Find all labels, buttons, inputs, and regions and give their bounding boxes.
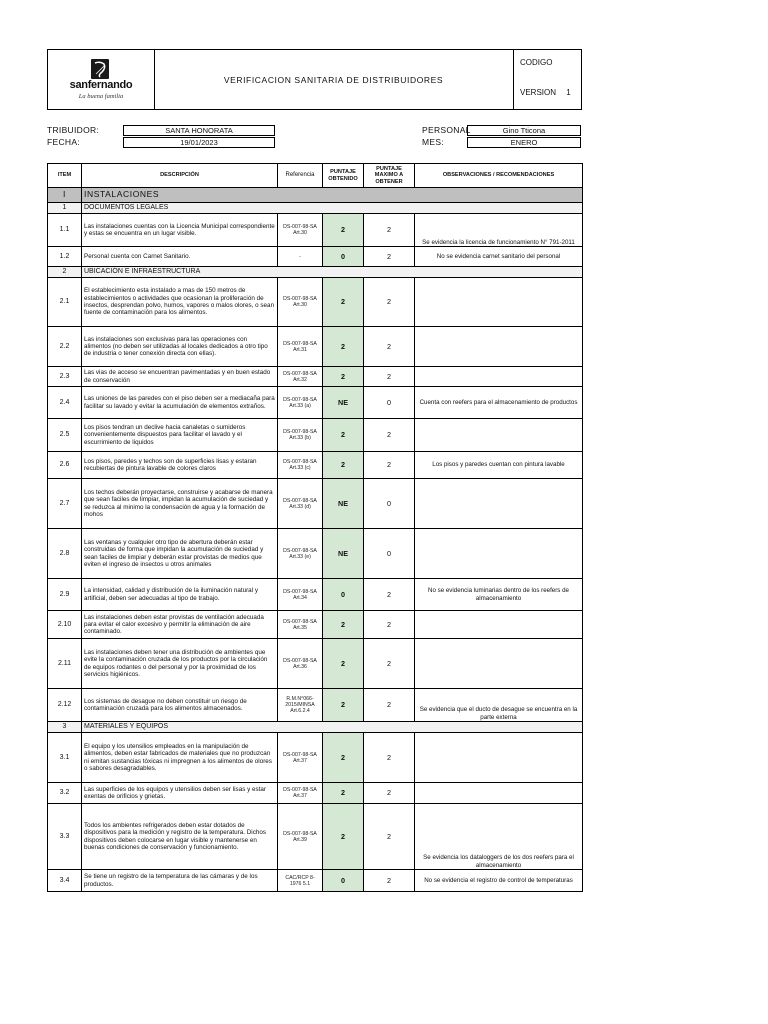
item-description: Las instalaciones cuentas con la Licencia Municipal correspondiente y estas se encuentra en un lugar visible.	[82, 214, 278, 247]
score-max: 0	[364, 387, 415, 419]
item-number: 3.4	[48, 870, 82, 892]
item-description: Las instalaciones deben estar provistas de ventilación adecuada para evitar el calor excesivo y permitir la eliminación de aire contaminado.	[82, 611, 278, 639]
item-observation[interactable]: Se evidencia que el ducto de desague se encuentra en la parte externa	[415, 689, 583, 722]
item-number: 3.1	[48, 733, 82, 783]
item-number: 2.8	[48, 529, 82, 579]
item-description: Todos los ambientes refrigerados deben estar dotados de dispositivos para la medición y registro de la temperatura. Dichos dispositivos deben colocarse en lugar visible y mantenerse en buenas condiciones de conservación y funcionamiento.	[82, 804, 278, 870]
section-row	[48, 188, 583, 203]
score-obtained[interactable]: NE	[323, 529, 364, 579]
item-observation[interactable]	[415, 367, 583, 387]
item-description: Los techos deberán proyectarse, construirse y acabarse de manera que sean faciles de limpiar, impidan la acumulación de suciedad y se reduzca al minimo la condensación de agua y la formación de mohos	[82, 479, 278, 529]
col-header-reference: Referencia	[278, 164, 323, 188]
score-obtained[interactable]: 2	[323, 804, 364, 870]
section-number: 1	[48, 203, 82, 214]
item-reference: DS-007-98-SA Art.39	[278, 804, 323, 870]
personal-label: PERSONAL	[422, 125, 471, 135]
fecha-field[interactable]: 19/01/2023	[123, 137, 275, 148]
version-field	[520, 88, 571, 97]
score-obtained[interactable]: 2	[323, 367, 364, 387]
score-obtained[interactable]: 0	[323, 579, 364, 611]
score-obtained[interactable]: 2	[323, 327, 364, 367]
item-observation[interactable]: Los pisos y paredes cuentan con pintura lavable	[415, 452, 583, 479]
distribuidor-label: TRIBUIDOR:	[47, 125, 100, 135]
item-description: Los pisos tendran un declive hacia canaletas o sumideros convenientemente dispuestos para facilitar el lavado y el escurrimiento de liquidos	[82, 419, 278, 452]
score-max: 2	[364, 639, 415, 689]
item-reference: DS-007-98-SA Art.35	[278, 611, 323, 639]
item-description: Las superficies de los equipos y utensilios deben ser lisas y estar exentas de orificios y grietas.	[82, 783, 278, 804]
item-description: El establecimiento esta instalado a mas de 150 metros de establecimientos o actividades que ocasionan la proliferación de insectos, desprendan polvo, humos, vapores o malos olores, o sean fuente de contaminación para los alimentos.	[82, 278, 278, 327]
col-header-obtained: PUNTAJE OBTENIDO	[323, 164, 364, 188]
item-number: 2.7	[48, 479, 82, 529]
item-reference: DS-007-98-SA Art.36	[278, 639, 323, 689]
document-title: VERIFICACION SANITARIA DE DISTRIBUIDORES	[154, 50, 514, 109]
score-obtained[interactable]: 2	[323, 783, 364, 804]
item-number: 2.9	[48, 579, 82, 611]
table-row	[48, 479, 583, 529]
item-number: 2.2	[48, 327, 82, 367]
table-row	[48, 611, 583, 639]
item-number: 3.2	[48, 783, 82, 804]
item-reference: DS-007-98-SA Art.30	[278, 278, 323, 327]
item-description: La intensidad, calidad y distribución de la iluminación natural y artificial, deben ser adecuadas al tipo de trabajo.	[82, 579, 278, 611]
section-row	[48, 722, 583, 733]
score-max: 2	[364, 783, 415, 804]
item-observation[interactable]	[415, 733, 583, 783]
item-number: 2.1	[48, 278, 82, 327]
col-header-description: DESCRIPCIÓN	[82, 164, 278, 188]
item-description: Se tiene un registro de la temperatura de las cámaras y de los productos.	[82, 870, 278, 892]
score-max: 2	[364, 733, 415, 783]
item-number: 2.5	[48, 419, 82, 452]
item-reference: DS-007-98-SA Art.33 (c)	[278, 452, 323, 479]
score-max: 2	[364, 278, 415, 327]
score-obtained[interactable]: 2	[323, 214, 364, 247]
item-number: 2.11	[48, 639, 82, 689]
item-observation[interactable]	[415, 327, 583, 367]
score-obtained[interactable]: 2	[323, 419, 364, 452]
item-observation[interactable]	[415, 639, 583, 689]
table-row	[48, 804, 583, 870]
score-obtained[interactable]: 2	[323, 733, 364, 783]
distribuidor-field[interactable]: SANTA HONORATA	[123, 125, 275, 136]
item-reference: DS-007-98-SA Art.32	[278, 367, 323, 387]
brand-name: sanfernando	[69, 79, 133, 91]
score-obtained[interactable]: 0	[323, 247, 364, 267]
item-description: Los pisos, paredes y techos son de superficies lisas y estaran recubiertas de pintura lavable de colores claros	[82, 452, 278, 479]
item-observation[interactable]: Se evidencia la licencia de funcionamiento N° 791-2011	[415, 214, 583, 247]
item-observation[interactable]: No se evidencia luminarias dentro de los reefers de almacenamiento	[415, 579, 583, 611]
item-description: El equipo y los utensilios empleados en la manipulación de alimentos, deben estar fabricados de materiales que no produzcan ni emitan sustancias tóxicas ni impregnen a los alimentos de olores o sabores desagradables.	[82, 733, 278, 783]
score-obtained[interactable]: 2	[323, 611, 364, 639]
mes-label: MES:	[422, 137, 444, 147]
item-number: 2.12	[48, 689, 82, 722]
item-description: Las ventanas y cualquier otro tipo de abertura deberán estar construidas de forma que impidan la acumulación de suciedad y sean faciles de limpiar y deberán estar provistas de medios que eviten el ingreso de insectos u otros animales	[82, 529, 278, 579]
score-obtained[interactable]: 2	[323, 452, 364, 479]
item-number: 2.4	[48, 387, 82, 419]
personal-field[interactable]: Gino Tticona	[467, 125, 581, 136]
code-cell	[513, 50, 581, 109]
item-observation[interactable]: No se evidencia carnet sanitario del personal	[415, 247, 583, 267]
item-description: Los sistemas de desague no deben constituir un riesgo de contaminación cruzada para los alimentos almacenados.	[82, 689, 278, 722]
section-title: UBICACIÓN E INFRAESTRUCTURA	[82, 267, 583, 278]
version-label: VERSION	[520, 88, 557, 97]
item-reference: DS-007-98-SA Art.33 (a)	[278, 387, 323, 419]
section-number: I	[48, 188, 82, 203]
score-max: 2	[364, 804, 415, 870]
item-description: Las vias de acceso se encuentran pavimentadas y en buen estado de conservación	[82, 367, 278, 387]
table-row	[48, 387, 583, 419]
col-header-max: PUNTAJE MAXIMO A OBTENER	[364, 164, 415, 188]
item-observation[interactable]	[415, 278, 583, 327]
item-number: 1.1	[48, 214, 82, 247]
item-number: 3.3	[48, 804, 82, 870]
item-number: 1.2	[48, 247, 82, 267]
fecha-label: FECHA:	[47, 137, 80, 147]
score-max: 2	[364, 327, 415, 367]
item-observation[interactable]	[415, 529, 583, 579]
section-title: DOCUMENTOS LEGALES	[82, 203, 583, 214]
item-description: Personal cuenta con Carnet Sanitario.	[82, 247, 278, 267]
score-max: 0	[364, 529, 415, 579]
section-title: INSTALACIONES	[82, 188, 583, 203]
item-reference: DS-007-98-SA Art.37	[278, 783, 323, 804]
item-observation[interactable]: Se evidencia los dataloggers de los dos reefers para el almacenamiento	[415, 804, 583, 870]
table-row	[48, 214, 583, 247]
score-max: 0	[364, 479, 415, 529]
item-reference: DS-007-98-SA Art.33 (b)	[278, 419, 323, 452]
table-row	[48, 367, 583, 387]
table-row	[48, 278, 583, 327]
score-obtained[interactable]: 0	[323, 870, 364, 892]
item-description: Las instalaciones deben tener una distribución de ambientes que evite la contaminación cruzada de los productos por la circulación de equipos rodantes o del personal y por la proximidad de los servicios higiénicos.	[82, 639, 278, 689]
document-header	[47, 49, 582, 110]
item-observation[interactable]: Cuenta con reefers para el almacenamiento de productos	[415, 387, 583, 419]
section-row	[48, 267, 583, 278]
item-observation[interactable]	[415, 611, 583, 639]
score-obtained[interactable]: 2	[323, 639, 364, 689]
brand-tagline: La buena familia	[78, 93, 124, 100]
section-row	[48, 203, 583, 214]
table-row	[48, 327, 583, 367]
score-obtained[interactable]: NE	[323, 479, 364, 529]
score-max: 2	[364, 611, 415, 639]
item-reference: -	[278, 247, 323, 267]
table-header-row	[48, 164, 583, 188]
score-max: 2	[364, 419, 415, 452]
score-max: 2	[364, 214, 415, 247]
score-obtained[interactable]: NE	[323, 387, 364, 419]
code-label: CODIGO	[520, 58, 553, 67]
item-reference: CAC/RCP 8-1976 5.1	[278, 870, 323, 892]
table-row	[48, 870, 583, 892]
section-title: MATERIALES Y EQUIPOS	[82, 722, 583, 733]
item-description: Las instalaciones son exclusivas para las operaciones con alimentos (no deben ser utilizadas al locales dedicados a otro tipo de industria o tener conexión directa con ellas).	[82, 327, 278, 367]
table-row	[48, 689, 583, 722]
version-value: 1	[566, 88, 571, 97]
item-number: 2.10	[48, 611, 82, 639]
item-number: 2.6	[48, 452, 82, 479]
score-max: 2	[364, 367, 415, 387]
item-observation[interactable]	[415, 783, 583, 804]
item-observation[interactable]: No se evidencia el registro de control de temperaturas	[415, 870, 583, 892]
item-description: Las uniones de las paredes con el piso deben ser a mediacaña para facilitar su lavado y evitar la acumulación de elementos extraños.	[82, 387, 278, 419]
item-reference: DS-007-98-SA Art.30	[278, 214, 323, 247]
section-number: 2	[48, 267, 82, 278]
table-row	[48, 452, 583, 479]
mes-field[interactable]: ENERO	[467, 137, 581, 148]
table-row	[48, 783, 583, 804]
table-row	[48, 579, 583, 611]
col-header-item: ITEM	[48, 164, 82, 188]
item-reference: DS-007-98-SA Art.33 (d)	[278, 479, 323, 529]
score-max: 2	[364, 247, 415, 267]
table-row	[48, 733, 583, 783]
score-max: 2	[364, 452, 415, 479]
table-row	[48, 419, 583, 452]
col-header-observations: OBSERVACIONES / RECOMENDACIONES	[415, 164, 583, 188]
score-max: 2	[364, 579, 415, 611]
verification-table	[47, 163, 583, 892]
section-number: 3	[48, 722, 82, 733]
score-max: 2	[364, 689, 415, 722]
item-reference: DS-007-98-SA Art.33 (e)	[278, 529, 323, 579]
item-observation[interactable]	[415, 479, 583, 529]
score-obtained[interactable]: 2	[323, 689, 364, 722]
item-observation[interactable]	[415, 419, 583, 452]
item-reference: R.M.N°066-2015/MINSA Art.6.2.4	[278, 689, 323, 722]
item-reference: DS-007-98-SA Art.37	[278, 733, 323, 783]
item-reference: DS-007-98-SA Art.34	[278, 579, 323, 611]
item-number: 2.3	[48, 367, 82, 387]
item-reference: DS-007-98-SA Art.31	[278, 327, 323, 367]
table-row	[48, 247, 583, 267]
score-obtained[interactable]: 2	[323, 278, 364, 327]
logo-cell	[48, 50, 155, 109]
table-row	[48, 639, 583, 689]
table-row	[48, 529, 583, 579]
score-max: 2	[364, 870, 415, 892]
